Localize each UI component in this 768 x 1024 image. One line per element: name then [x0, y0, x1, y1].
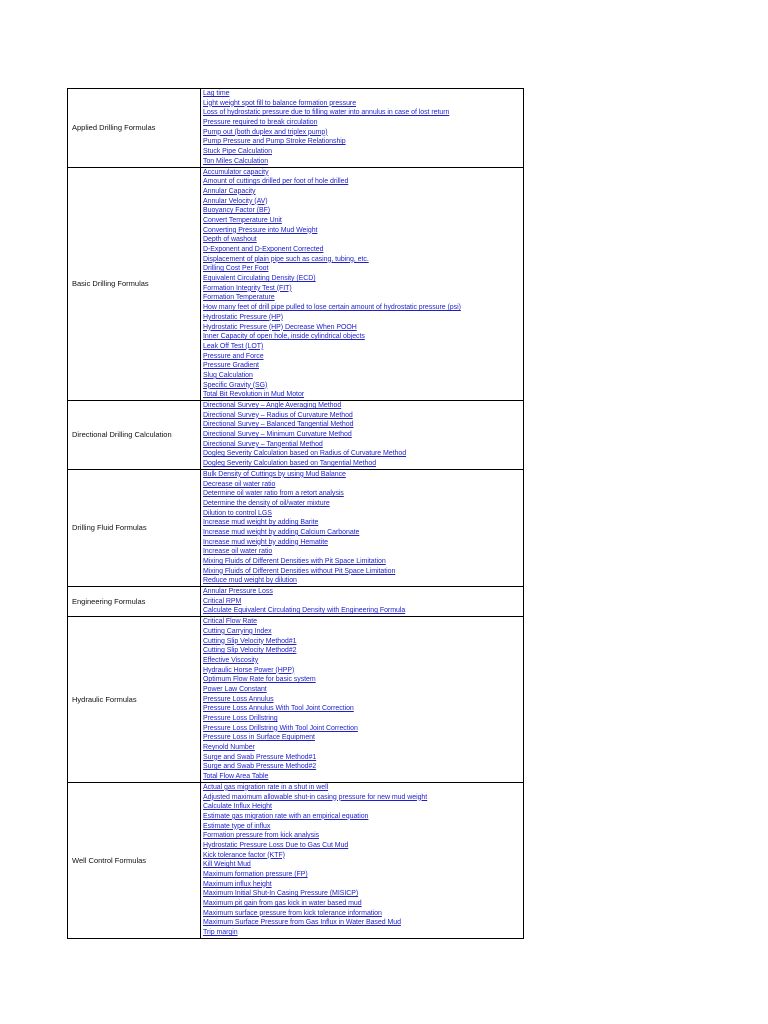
formula-link[interactable]: Pressure Loss Annulus With Tool Joint Correction: [203, 705, 354, 713]
category-links: [201, 587, 524, 617]
formula-table-body: [68, 89, 524, 939]
formula-link[interactable]: Kill Weight Mud: [203, 861, 251, 869]
formula-link[interactable]: Increase mud weight by adding Hematite: [203, 538, 328, 546]
formula-link[interactable]: Mixing Fluids of Different Densities without Pit Space Limitation: [203, 567, 396, 575]
formula-link[interactable]: Equivalent Circulating Density (ECD): [203, 275, 316, 283]
formula-link[interactable]: Hydrostatic Pressure (HP): [203, 313, 284, 321]
formula-link[interactable]: Maximum formation pressure (FP): [203, 871, 308, 878]
formula-link[interactable]: Maximum Initial Shut-In Casing Pressure (MISICP): [203, 890, 359, 898]
formula-link[interactable]: Pump out (both duplex and triplex pump): [203, 128, 328, 136]
formula-link[interactable]: Formation Temperature: [203, 294, 275, 302]
formula-link[interactable]: Trip margin: [203, 929, 238, 937]
category-row: [68, 617, 524, 783]
formula-link[interactable]: Directional Survey – Angle Averaging Method: [203, 402, 342, 409]
formula-link[interactable]: Estimate gas migration rate with an empirical equation: [203, 812, 369, 820]
formula-link[interactable]: D-Exponent and D-Exponent Corrected: [203, 246, 324, 253]
category-links: [201, 167, 524, 401]
formula-link[interactable]: Annular Velocity (AV): [203, 197, 268, 205]
formula-link[interactable]: Maximum surface pressure from kick tolerance information: [203, 909, 382, 917]
category-row: [68, 587, 524, 617]
formula-link[interactable]: Directional Survey – Tangential Method: [203, 440, 323, 448]
category-name: Well Control Formulas: [68, 782, 201, 938]
formula-link[interactable]: Effective Viscosity: [203, 656, 259, 664]
formula-link[interactable]: Dilution to control LGS: [203, 509, 272, 517]
category-name: Hydraulic Formulas: [68, 617, 201, 783]
formula-link[interactable]: Dogleg Severity Calculation based on Radius of Curvature Method: [203, 450, 407, 458]
formula-link[interactable]: Cutting Slip Velocity Method#2: [203, 647, 297, 655]
formula-link[interactable]: Pressure Loss in Surface Equipment: [203, 734, 315, 742]
formula-link[interactable]: Dogleg Severity Calculation based on Tangential Method: [203, 460, 377, 468]
formula-link[interactable]: Slug Calculation: [203, 371, 253, 379]
formula-link[interactable]: Pressure Loss Drillstring With Tool Joint Correction: [203, 724, 358, 732]
formula-link[interactable]: Stuck Pipe Calculation: [203, 148, 272, 156]
formula-link[interactable]: Determine oil water ratio from a retort analysis: [203, 490, 344, 498]
category-name: Basic Drilling Formulas: [68, 167, 201, 401]
formula-link[interactable]: Cutting Carrying Index: [203, 627, 272, 635]
formula-link[interactable]: Maximum influx height: [203, 880, 272, 888]
formula-link[interactable]: Increase mud weight by adding Calcium Carbonate: [203, 528, 360, 536]
category-name: Engineering Formulas: [68, 587, 201, 617]
formula-link[interactable]: Total Bit Revolution in Mud Motor: [203, 391, 305, 399]
formula-link[interactable]: Adjusted maximum allowable shut-in casing pressure for new mud weight: [203, 793, 428, 801]
formula-link[interactable]: Optimum Flow Rate for basic system: [203, 676, 316, 684]
formula-link[interactable]: Amount of cuttings drilled per foot of hole drilled: [203, 178, 349, 186]
formula-link[interactable]: Pressure and Force: [203, 352, 264, 360]
formula-link[interactable]: Formation Integrity Test (FIT): [203, 284, 292, 292]
formula-index-table: [67, 88, 524, 939]
formula-link[interactable]: Surge and Swab Pressure Method#2: [203, 763, 317, 771]
formula-link[interactable]: Power Law Constant: [203, 685, 267, 693]
formula-link[interactable]: Buoyancy Factor (BF): [203, 207, 271, 215]
formula-link[interactable]: Bulk Density of Cuttings by using Mud Balance: [203, 470, 346, 478]
category-row: [68, 89, 524, 168]
formula-link[interactable]: Hydrostatic Pressure Loss Due to Gas Cut Mud: [203, 841, 349, 849]
formula-link[interactable]: Kick tolerance factor (KTF): [203, 851, 285, 859]
formula-link[interactable]: Annular Capacity: [203, 187, 256, 195]
formula-link[interactable]: Accumulator capacity: [203, 168, 269, 176]
formula-link[interactable]: Hydrostatic Pressure (HP) Decrease When POOH: [203, 323, 357, 331]
formula-link[interactable]: Convert Temperature Unit: [203, 216, 282, 224]
formula-link[interactable]: Pressure Gradient: [203, 362, 259, 370]
formula-link[interactable]: Surge and Swab Pressure Method#1: [203, 753, 317, 761]
formula-link[interactable]: Annular Pressure Loss: [203, 588, 273, 596]
category-name: Applied Drilling Formulas: [68, 89, 201, 168]
formula-link[interactable]: Determine the density of oil/water mixture: [203, 499, 330, 507]
formula-link[interactable]: Calculate Equivalent Circulating Density with Engineering Formula: [203, 607, 406, 615]
formula-link[interactable]: Pump Pressure and Pump Stroke Relationship: [203, 138, 346, 146]
formula-link[interactable]: Displacement of plain pipe such as casing, tubing, etc.: [203, 255, 369, 263]
formula-link[interactable]: Critical Flow Rate: [203, 618, 257, 626]
formula-link[interactable]: Depth of washout: [203, 236, 257, 244]
category-row: [68, 401, 524, 470]
formula-link[interactable]: Calculate Influx Height: [203, 803, 272, 811]
formula-link[interactable]: Drilling Cost Per Foot: [203, 265, 269, 273]
category-row: [68, 469, 524, 586]
category-name: Drilling Fluid Formulas: [68, 469, 201, 586]
formula-link[interactable]: Pressure required to break circulation: [203, 119, 318, 127]
formula-link[interactable]: Maximum Surface Pressure from Gas Influx in Water Based Mud: [203, 919, 401, 927]
formula-link[interactable]: Reynold Number: [203, 744, 255, 752]
formula-link[interactable]: Cutting Slip Velocity Method#1: [203, 637, 297, 645]
formula-link[interactable]: Pressure Loss Drillstring: [203, 715, 278, 722]
category-links: [201, 782, 524, 938]
formula-link[interactable]: Critical RPM: [203, 597, 242, 605]
formula-link[interactable]: Total Flow Area Table: [203, 773, 269, 781]
formula-link[interactable]: Inner Capacity of open hole, inside cylindrical objects: [203, 333, 365, 341]
formula-link[interactable]: Loss of hydrostatic pressure due to filling water into annulus in case of lost return: [203, 109, 450, 117]
formula-link[interactable]: Directional Survey – Balanced Tangential Method: [203, 421, 354, 429]
formula-link[interactable]: Mixing Fluids of Different Densities with Pit Space Limitation: [203, 558, 386, 565]
category-links: [201, 401, 524, 470]
formula-link[interactable]: Leak Off Test (LOT): [203, 342, 264, 350]
formula-link[interactable]: Directional Survey – Minimum Curvature Method: [203, 431, 352, 439]
formula-link[interactable]: How many feet of drill pipe pulled to lose certain amount of hydrostatic pressure (psi): [203, 304, 461, 312]
category-links: [201, 469, 524, 586]
formula-link[interactable]: Formation pressure from kick analysis: [203, 832, 320, 840]
formula-link[interactable]: Light weight spot fill to balance formation pressure: [203, 99, 357, 107]
category-links: [201, 617, 524, 783]
category-links: [201, 89, 524, 168]
formula-link[interactable]: Specific Gravity (SG): [203, 381, 268, 389]
formula-link[interactable]: Ton Miles Calculation: [203, 157, 269, 165]
formula-link[interactable]: Directional Survey – Radius of Curvature Method: [203, 411, 353, 419]
formula-link[interactable]: Converting Pressure into Mud Weight: [203, 226, 318, 234]
category-name: Directional Drilling Calculation: [68, 401, 201, 470]
category-row: [68, 167, 524, 401]
formula-link[interactable]: Maximum pit gain from gas kick in water based mud: [203, 900, 362, 908]
category-row: [68, 782, 524, 938]
formula-link[interactable]: Actual gas migration rate in a shut in well: [203, 783, 329, 791]
formula-link[interactable]: Pressure Loss Annulus: [203, 695, 274, 703]
formula-link[interactable]: Hydraulic Horse Power (HPP): [203, 666, 295, 674]
formula-link[interactable]: Decrease oil water ratio: [203, 480, 276, 488]
formula-link[interactable]: Estimate type of influx: [203, 822, 271, 830]
formula-link[interactable]: Lag time: [203, 90, 230, 97]
formula-link[interactable]: Increase oil water ratio: [203, 548, 273, 556]
formula-link[interactable]: Reduce mud weight by dilution: [203, 577, 297, 585]
formula-link[interactable]: Increase mud weight by adding Barite: [203, 519, 319, 527]
